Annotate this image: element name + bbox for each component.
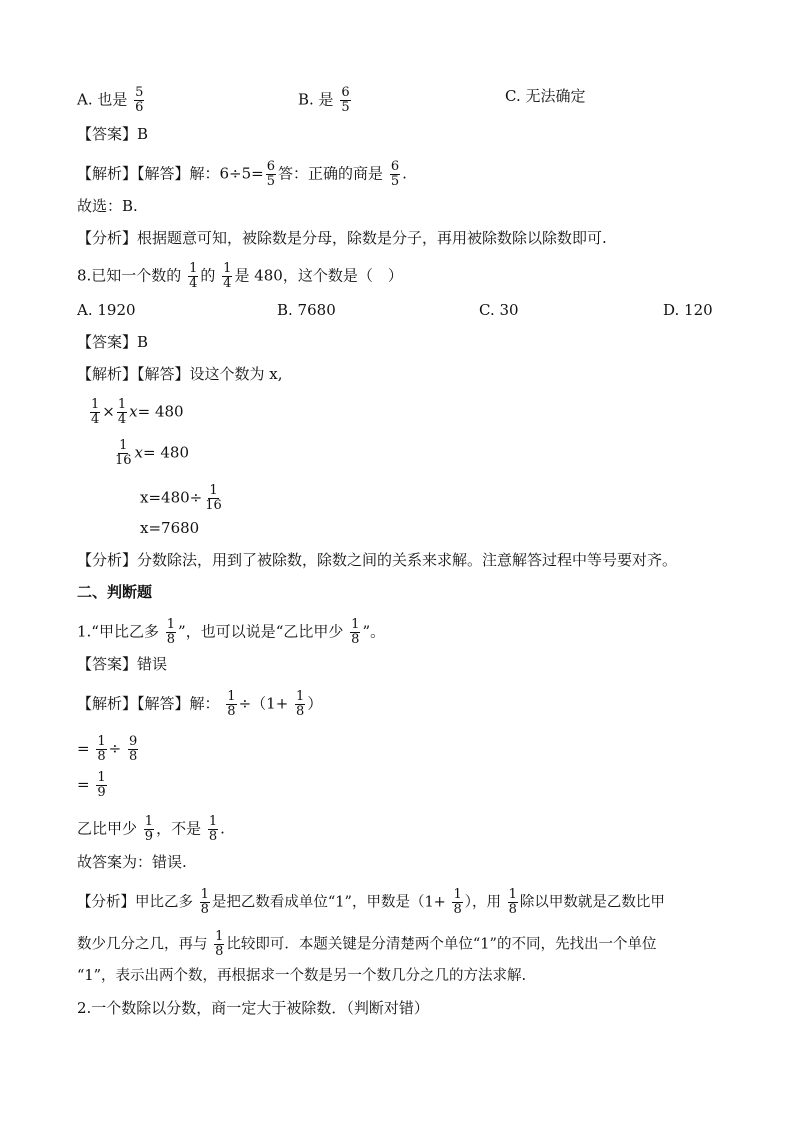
denominator: 8 <box>166 632 176 647</box>
equation-2 <box>112 439 189 468</box>
fraction <box>266 160 276 189</box>
option-b <box>298 86 353 115</box>
stem-text: 的 <box>200 266 216 285</box>
fraction <box>166 618 176 647</box>
fraction <box>390 160 400 189</box>
numerator: 1 <box>91 397 100 412</box>
operator: ÷ <box>108 739 122 758</box>
denominator: 6 <box>135 100 144 115</box>
denominator: 8 <box>508 902 517 917</box>
answer-statement: 故答案为：错误. <box>77 853 187 871</box>
numerator: 9 <box>129 734 138 749</box>
variable: x <box>134 443 144 462</box>
analysis-summary-cont: “1”，表示出两个数，再根据求一个数是另一个数几分之几的方法求解. <box>77 968 527 984</box>
fraction <box>96 735 106 764</box>
fraction <box>96 771 106 800</box>
analysis-summary: 【分析】根据题意可知，被除数是分母，除数是分子，再用被除数除以除数即可. <box>77 229 607 247</box>
fraction <box>114 439 133 468</box>
judge-q1-stem <box>77 618 385 647</box>
denominator: 8 <box>215 944 224 959</box>
denominator: 5 <box>390 174 400 189</box>
option-b-label: B. 是 <box>298 90 334 109</box>
denominator: 8 <box>97 749 106 764</box>
fraction <box>117 398 127 427</box>
fraction <box>208 815 218 844</box>
numerator: 1 <box>200 887 209 902</box>
equation-line <box>77 771 109 800</box>
fraction <box>452 888 462 917</box>
equation-3 <box>140 484 225 513</box>
analysis-text: 是把乙数看成单位“1”，甲数是（1+ <box>211 894 446 911</box>
equation-line <box>77 735 140 764</box>
analysis-text: 数少几分之几，再与 <box>77 936 208 953</box>
operator: = <box>77 739 90 758</box>
option-b: B. 7680 <box>277 301 336 319</box>
conclusion-text: 乙比甲少 <box>77 819 138 838</box>
equation-4: x=7680 <box>140 519 200 537</box>
fraction <box>226 690 236 719</box>
answer: 【答案】B <box>77 333 149 351</box>
denominator: 16 <box>115 453 132 468</box>
numerator: 1 <box>296 689 305 704</box>
fraction <box>350 618 360 647</box>
numerator: 1 <box>97 734 106 749</box>
numerator: 1 <box>453 887 462 902</box>
stem-text: 8.已知一个数的 <box>77 266 182 285</box>
stem-text: 是 480，这个数是（ ） <box>234 266 403 285</box>
denominator: 8 <box>208 829 218 844</box>
analysis <box>77 690 322 719</box>
analysis-text: 【分析】甲比乙多 <box>77 894 193 911</box>
option-c: C. 30 <box>479 301 519 319</box>
fraction <box>295 690 305 719</box>
numerator: 6 <box>266 159 276 174</box>
choice-line: 故选：B. <box>77 197 138 215</box>
question-8-stem <box>77 262 403 291</box>
option-a <box>77 86 146 115</box>
fraction <box>222 262 232 291</box>
answer: 【答案】B <box>77 125 149 143</box>
variable: x <box>129 402 138 421</box>
denominator: 4 <box>223 276 232 291</box>
conclusion-text: ，不是 <box>156 819 202 838</box>
fraction <box>204 484 223 513</box>
denominator: 8 <box>129 749 138 764</box>
numerator: 1 <box>208 814 218 829</box>
numerator: 1 <box>117 397 127 412</box>
analysis-text: 答：正确的商是 <box>278 164 384 183</box>
numerator: 5 <box>135 85 144 100</box>
analysis-text: . <box>402 164 407 183</box>
stem-text: 1.“甲比乙多 <box>77 622 159 641</box>
denominator: 8 <box>200 902 209 917</box>
denominator: 8 <box>296 704 305 719</box>
denominator: 9 <box>144 829 154 844</box>
equation-rhs: = 480 <box>143 443 189 462</box>
analysis: 【解析】【解答】设这个数为 x, <box>77 365 283 383</box>
numerator: 1 <box>166 617 176 632</box>
numerator: 6 <box>390 159 400 174</box>
numerator: 1 <box>144 814 154 829</box>
analysis-text: 除以甲数就是乙数比甲 <box>519 894 665 911</box>
analysis-text: 比较即可．本题关键是分清楚两个单位“1”的不同，先找出一个单位 <box>226 936 657 953</box>
fraction <box>508 888 518 917</box>
denominator: 4 <box>189 276 198 291</box>
fraction <box>214 930 224 959</box>
operator: × <box>102 402 115 421</box>
denominator: 4 <box>117 412 127 427</box>
denominator: 8 <box>227 704 236 719</box>
numerator: 1 <box>97 770 106 785</box>
answer: 【答案】错误 <box>77 655 168 673</box>
numerator: 1 <box>223 261 232 276</box>
analysis-text: 【解析】【解答】解： <box>77 694 220 713</box>
equation-rhs: = 480 <box>137 402 184 421</box>
denominator: 8 <box>453 902 462 917</box>
numerator: 1 <box>189 261 198 276</box>
fraction <box>144 815 154 844</box>
numerator: 1 <box>215 929 224 944</box>
fraction <box>200 888 210 917</box>
analysis <box>77 160 407 189</box>
analysis-summary-cont <box>77 930 656 959</box>
analysis-text: 【解析】【解答】解：6÷5= <box>77 164 264 183</box>
numerator: 1 <box>119 438 128 453</box>
denominator: 9 <box>97 785 106 800</box>
stem-text: ”。 <box>362 622 386 641</box>
operator: = <box>77 775 90 794</box>
conclusion-line <box>77 815 225 844</box>
equation-lhs: x=480÷ <box>140 488 203 507</box>
stem-text: ”，也可以说是“乙比甲少 <box>178 622 344 641</box>
fraction <box>340 86 350 115</box>
judge-q2-stem: 2.一个数除以分数，商一定大于被除数．（判断对错） <box>77 999 429 1017</box>
option-a: A. 1920 <box>77 301 136 319</box>
fraction <box>128 735 138 764</box>
numerator: 1 <box>351 617 360 632</box>
option-d: D. 120 <box>663 301 713 319</box>
fraction <box>188 262 198 291</box>
option-a-label: A. 也是 <box>77 90 128 109</box>
analysis-text: ÷（1+ <box>238 694 289 713</box>
denominator: 5 <box>266 174 276 189</box>
numerator: 1 <box>227 689 236 704</box>
numerator: 1 <box>508 887 517 902</box>
denominator: 8 <box>351 632 360 647</box>
denominator: 16 <box>205 498 222 513</box>
conclusion-text: . <box>220 819 225 838</box>
denominator: 4 <box>91 412 100 427</box>
numerator: 1 <box>209 483 218 498</box>
equation-1 <box>88 398 184 427</box>
numerator: 6 <box>341 85 350 100</box>
option-c: C. 无法确定 <box>505 87 586 105</box>
analysis-summary: 【分析】分数除法，用到了被除数，除数之间的关系来求解。注意解答过程中等号要对齐。 <box>77 551 678 569</box>
analysis-summary <box>77 888 665 917</box>
denominator: 5 <box>341 100 350 115</box>
analysis-text: ） <box>307 694 323 713</box>
section-title: 二、判断题 <box>77 583 153 601</box>
fraction <box>90 398 100 427</box>
analysis-text: ），用 <box>464 894 501 911</box>
fraction <box>134 86 144 115</box>
